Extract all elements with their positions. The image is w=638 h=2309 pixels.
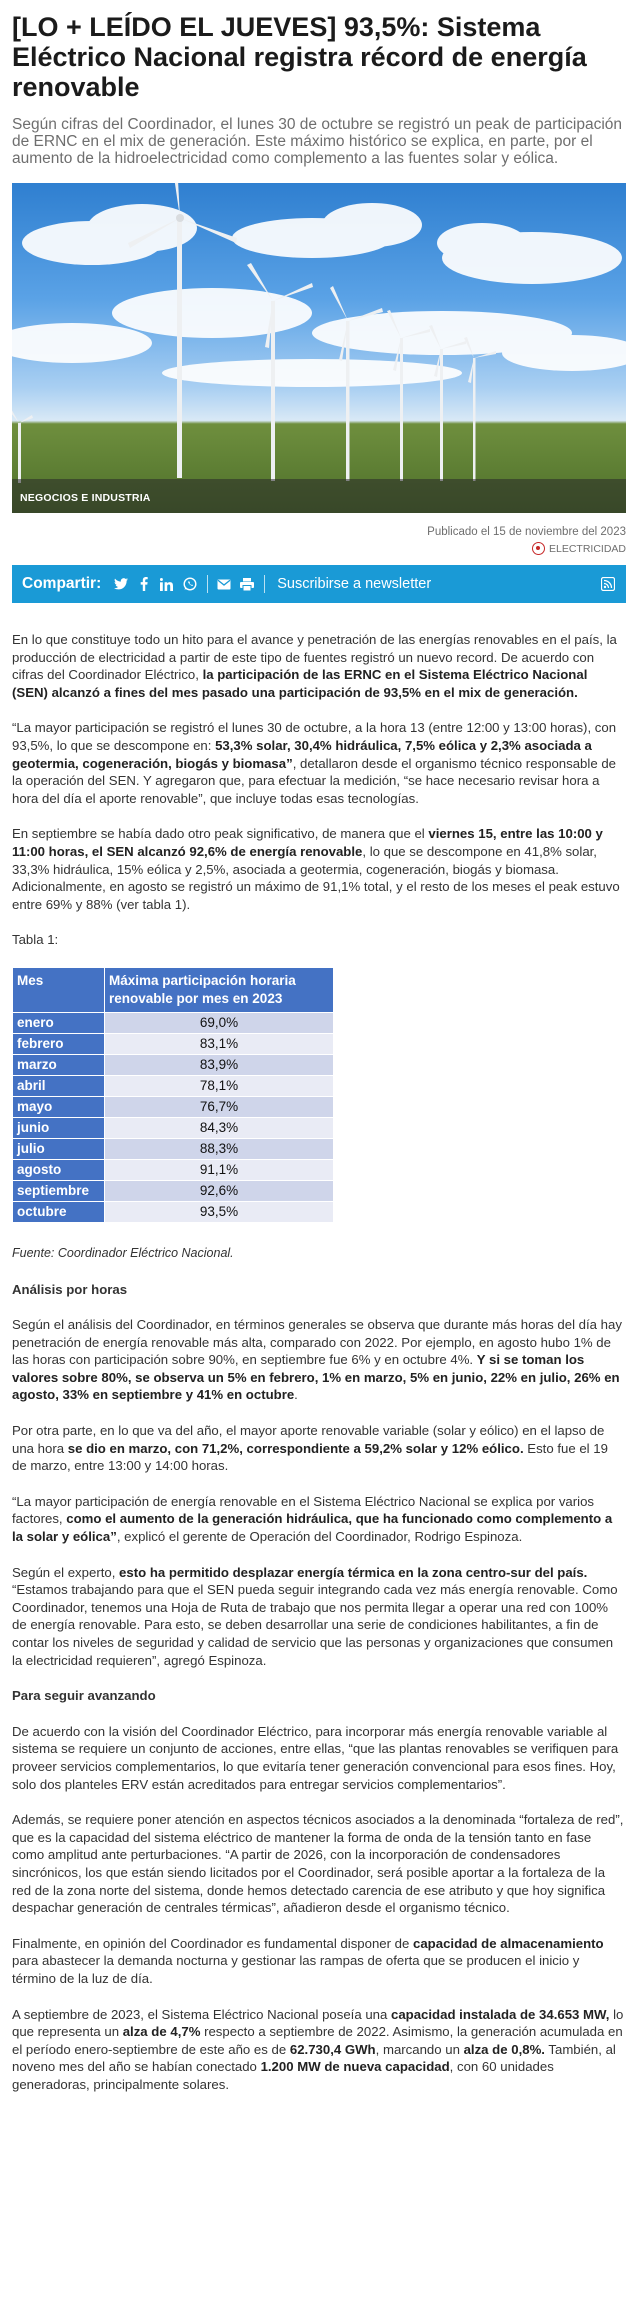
table-cell-month: mayo	[13, 1096, 105, 1117]
publish-date: Publicado el 15 de noviembre del 2023	[427, 526, 626, 538]
share-divider	[207, 575, 208, 593]
category-icon	[532, 542, 545, 555]
table-cell-value: 92,6%	[105, 1180, 334, 1201]
whatsapp-icon[interactable]	[182, 577, 197, 592]
rss-icon[interactable]	[601, 577, 616, 592]
table-source: Fuente: Coordinador Eléctrico Nacional.	[12, 1245, 234, 1260]
table-cell-month: octubre	[13, 1201, 105, 1222]
table-row	[13, 1012, 334, 1033]
wind-turbines-illustration	[12, 183, 626, 513]
table-row	[13, 1159, 334, 1180]
paragraph: En septiembre se había dado otro peak significativo, de manera que el viernes 15, entre las 10:00 y 11:00 horas, el SEN alcanzó 92,6% de energía renovable, lo que se descompone en 41,8% solar, 33,3% hidráulica, 15% eólica y 2,5%, asociada a geotermia, cogeneración, biogás y biomasa. Adicionalmente, en agosto se registró un máximo de 91,1% total, y el resto de los meses el peak estuvo entre 69% y 88% (ver tabla 1).	[12, 826, 620, 912]
table-cell-value: 93,5%	[105, 1201, 334, 1222]
facebook-icon[interactable]	[136, 577, 151, 592]
table-row	[13, 1075, 334, 1096]
twitter-icon[interactable]	[113, 577, 128, 592]
table-cell-value: 91,1%	[105, 1159, 334, 1180]
paragraph: A septiembre de 2023, el Sistema Eléctrico Nacional poseía una capacidad instalada de 34.653 MW, lo que representa un alza de 4,7% respecto a septiembre de 2022. Asimismo, la generación acumulada en el período enero-septiembre de este año es de 62.730,4 GWh, marcando un alza de 0,8%. También, al noveno mes del año se habían conectado 1.200 MW de nueva capacidad, con 60 unidades generadoras, principalmente solares.	[12, 2006, 624, 2092]
print-icon[interactable]	[239, 577, 254, 592]
table-cell-month: marzo	[13, 1054, 105, 1075]
table-cell-value: 78,1%	[105, 1075, 334, 1096]
paragraph: Finalmente, en opinión del Coordinador es fundamental disponer de capacidad de almacenamiento para abastecer la demanda nocturna y gestionar las rampas de oferta que se producen el inicio y término de la luz de día.	[12, 1935, 604, 1986]
section-heading-analisis: Análisis por horas	[12, 1281, 128, 1297]
table-cell-month: junio	[13, 1117, 105, 1138]
table-row	[13, 1117, 334, 1138]
paragraph: “La mayor participación se registró el lunes 30 de octubre, a la hora 13 (entre 12:00 y 13:00 horas), con 93,5%, lo que se descompone en: 53,3% solar, 30,4% hidráulica, 7,5% eólica y 2,3% asociada a geotermia, cogeneración, biogás y biomasa”, detallaron desde el organismo técnico responsable de la operación del SEN. Y agregaron que, para efectuar la medición, “se hace necesario revisar hora a hora del día el aporte renovable”, que incluye todas esas tecnologías.	[12, 720, 617, 806]
article-title: [LO + LEÍDO EL JUEVES] 93,5%: Sistema Eléctrico Nacional registra récord de energía renovable	[12, 12, 587, 102]
table-cell-value: 88,3%	[105, 1138, 334, 1159]
share-bar	[12, 565, 626, 603]
table-cell-value: 84,3%	[105, 1117, 334, 1138]
table-label: Tabla 1:	[12, 932, 59, 948]
article-lead: Según cifras del Coordinador, el lunes 30 de octubre se registró un peak de participación de ERNC en el mix de generación. Este máximo histórico se explica, en parte, por el aumento de la hidroelectricidad como complemento a las fuentes solar y eólica.	[12, 116, 623, 167]
paragraph: Según el experto, esto ha permitido desplazar energía térmica en la zona centro-sur del país. “Estamos trabajando para que el SEN pueda seguir integrando cada vez más energía renovable. Como Coordinador, tenemos una Hoja de Ruta de trabajo que nos permita llegar a operar una red con 100% de energía renovable. Para esto, se deben desarrollar una serie de condiciones habilitantes, a fin de contar los niveles de seguridad y calidad de servicio que las personas y organizaciones que consumen la electricidad requieren”, agregó Espinoza.	[12, 1564, 618, 1668]
linkedin-icon[interactable]	[159, 577, 174, 592]
table-row	[13, 1180, 334, 1201]
table-cell-value: 83,1%	[105, 1033, 334, 1054]
category-label[interactable]	[12, 542, 626, 555]
paragraph: “La mayor participación de energía renovable en el Sistema Eléctrico Nacional se explica por varios factores, como el aumento de la generación hidráulica, que ha funcionado como complemento a la solar y eólica”, explicó el gerente de Operación del Coordinador, Rodrigo Espinoza.	[12, 1493, 613, 1545]
paragraph: Por otra parte, en lo que va del año, el mayor aporte renovable variable (solar y eólico) en el lapso de una hora se dio en marzo, con 71,2%, correspondiente a 59,2% solar y 12% eólico. Esto fue el 19 de marzo, entre 13:00 y 14:00 horas.	[12, 1423, 608, 1474]
table-row	[13, 1138, 334, 1159]
share-divider	[264, 575, 265, 593]
newsletter-link[interactable]: Suscribirse a newsletter	[277, 576, 432, 592]
table-row	[13, 1054, 334, 1075]
table-cell-month: abril	[13, 1075, 105, 1096]
paragraph: Según el análisis del Coordinador, en términos generales se observa que durante más horas del día hay penetración de energía renovable más alta, comparado con 2022. Por ejemplo, en agosto hubo 1% de las horas con participación sobre 90%, en septiembre fue 6% y en octubre 4%. Y si se toman los valores sobre 80%, se observa un 5% en febrero, 1% en marzo, 5% en junio, 22% en julio, 26% en agosto, 33% en septiembre y 41% en octubre.	[12, 1317, 622, 1403]
hero-image	[12, 183, 626, 513]
table-row	[13, 1096, 334, 1117]
hero-category-tag[interactable]: NEGOCIOS E INDUSTRIA	[12, 479, 626, 513]
table-cell-month: julio	[13, 1138, 105, 1159]
table-row	[13, 1033, 334, 1054]
paragraph: De acuerdo con la visión del Coordinador Eléctrico, para incorporar más energía renovable variable al sistema se requiere un conjunto de acciones, entre ellas, “que las plantas renovables se verifiquen para proveer servicios complementarios, lo que evitaría tener generación convencional para esos fines. Hoy, solo dos planteles ERV están acreditados para entregar servicios complementarios”.	[12, 1723, 619, 1792]
article-body	[12, 631, 626, 2093]
table-cell-value: 76,7%	[105, 1096, 334, 1117]
table-cell-month: enero	[13, 1012, 105, 1033]
share-label: Compartir:	[22, 575, 102, 592]
table-cell-month: febrero	[13, 1033, 105, 1054]
table-header-max: Máxima participación horaria renovable por mes en 2023	[105, 967, 334, 1012]
section-heading-avanzando: Para seguir avanzando	[12, 1688, 156, 1704]
renewable-table	[12, 967, 334, 1223]
table-cell-month: septiembre	[13, 1180, 105, 1201]
table-row	[13, 1201, 334, 1222]
paragraph: Además, se requiere poner atención en aspectos técnicos asociados a la denominada “fortaleza de red”, que es la capacidad del sistema eléctrico de mantener la forma de onda de la tensión tanto en fase como amplitud ante perturbaciones. “A partir de 2026, con la incorporación de condensadores sincrónicos, los que están siendo licitados por el Coordinador, será posible aportar a la fortaleza de la red de la zona norte del sistema, donde hemos detectado carencia de ese atributo y que hoy significa despachar generación de centrales térmicas”, añadieron desde el organismo técnico.	[12, 1812, 624, 1916]
table-cell-value: 83,9%	[105, 1054, 334, 1075]
category-text[interactable]: ELECTRICIDAD	[548, 542, 626, 555]
table-cell-value: 69,0%	[105, 1012, 334, 1033]
table-cell-month: agosto	[13, 1159, 105, 1180]
paragraph: En lo que constituye todo un hito para el avance y penetración de las energías renovables en el país, la producción de electricidad a partir de este tipo de fuentes registró un nuevo record. De acuerdo con cifras del Coordinador Eléctrico, la participación de las ERNC en el Sistema Eléctrico Nacional (SEN) alcanzó a fines del mes pasado una participación de 93,5% en el mix de generación.	[12, 632, 617, 700]
email-icon[interactable]	[216, 577, 231, 592]
table-header-mes: Mes	[13, 967, 105, 1012]
